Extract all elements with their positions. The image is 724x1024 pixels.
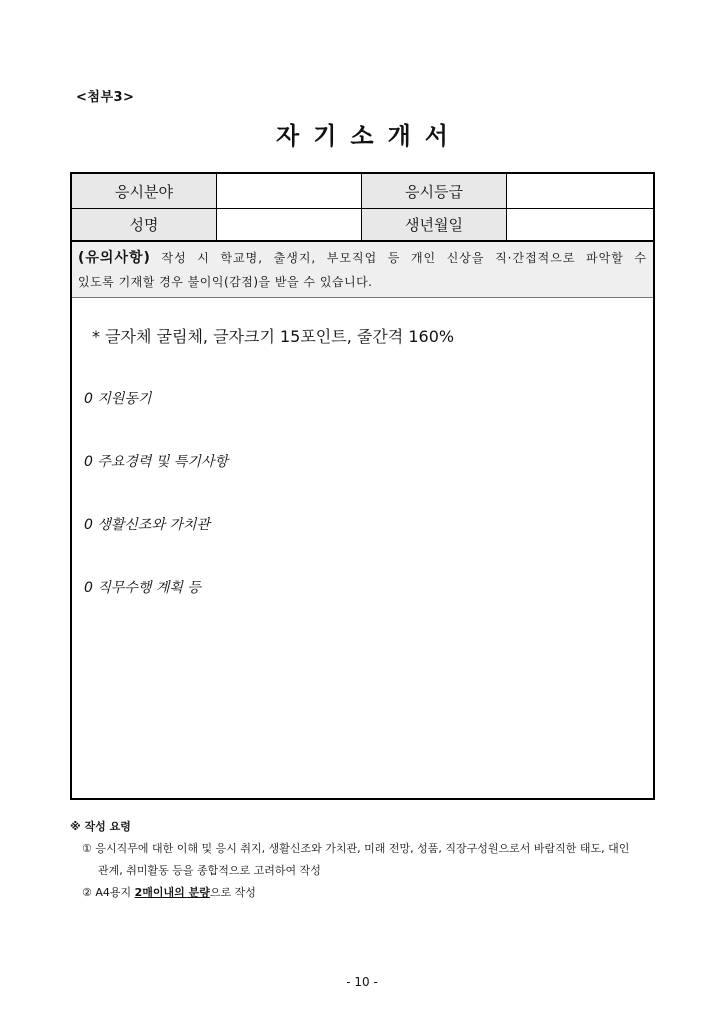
section-career: 0 주요경력 및 특기사항: [84, 454, 228, 470]
notice-text: 작성 시 학교명, 출생지, 부모직업 등 개인 신상을 직·간접적으로 파악할 수: [161, 251, 647, 265]
page-number: - 10 -: [346, 975, 378, 989]
table-row: [72, 174, 653, 209]
notice-line-1: [78, 246, 647, 270]
guide-item-2: [70, 882, 629, 904]
section-motivation: 0 지원동기: [84, 391, 152, 407]
field-input[interactable]: [217, 174, 362, 208]
notice-box: [72, 242, 653, 298]
notice-lead: (유의사항): [78, 250, 151, 266]
section-values: 0 생활신조와 가치관: [84, 517, 210, 533]
font-instruction: * 글자체 굴림체, 글자크기 15포인트, 줄간격 160%: [92, 327, 455, 346]
guide-item-1: ① 응시직무에 대한 이해 및 응시 취지, 생활신조와 가치관, 미래 전망, 성품, 직장구성원으로서 바람직한 태도, 대인: [82, 842, 630, 855]
table-row: [72, 209, 653, 242]
attachment-label: <첨부3>: [76, 90, 135, 105]
birth-label: 생년월일: [362, 209, 507, 240]
guide-item-1-cont: 관계, 취미활동 등을 종합적으로 고려하여 작성: [98, 864, 321, 877]
guide-item-2-pre: ② A4용지: [82, 886, 135, 899]
grade-input[interactable]: [507, 174, 653, 208]
field-label: 응시분야: [72, 174, 217, 208]
birth-input[interactable]: [507, 209, 653, 240]
guide-item-2-post: 으로 작성: [209, 886, 256, 899]
guide-heading: ※ 작성 요령: [70, 820, 131, 833]
section-plan: 0 직무수행 계획 등: [84, 580, 201, 596]
guide-item-2-emphasis: 2매이내의 분량: [134, 886, 210, 899]
grade-label: 응시등급: [362, 174, 507, 208]
writing-guide: [70, 816, 629, 904]
name-label: 성명: [72, 209, 217, 240]
name-input[interactable]: [217, 209, 362, 240]
form-frame: [70, 172, 655, 800]
notice-line-2: 있도록 기재할 경우 불이익(감점)을 받을 수 있습니다.: [78, 275, 373, 289]
page-title: 자기소개서: [276, 122, 462, 150]
